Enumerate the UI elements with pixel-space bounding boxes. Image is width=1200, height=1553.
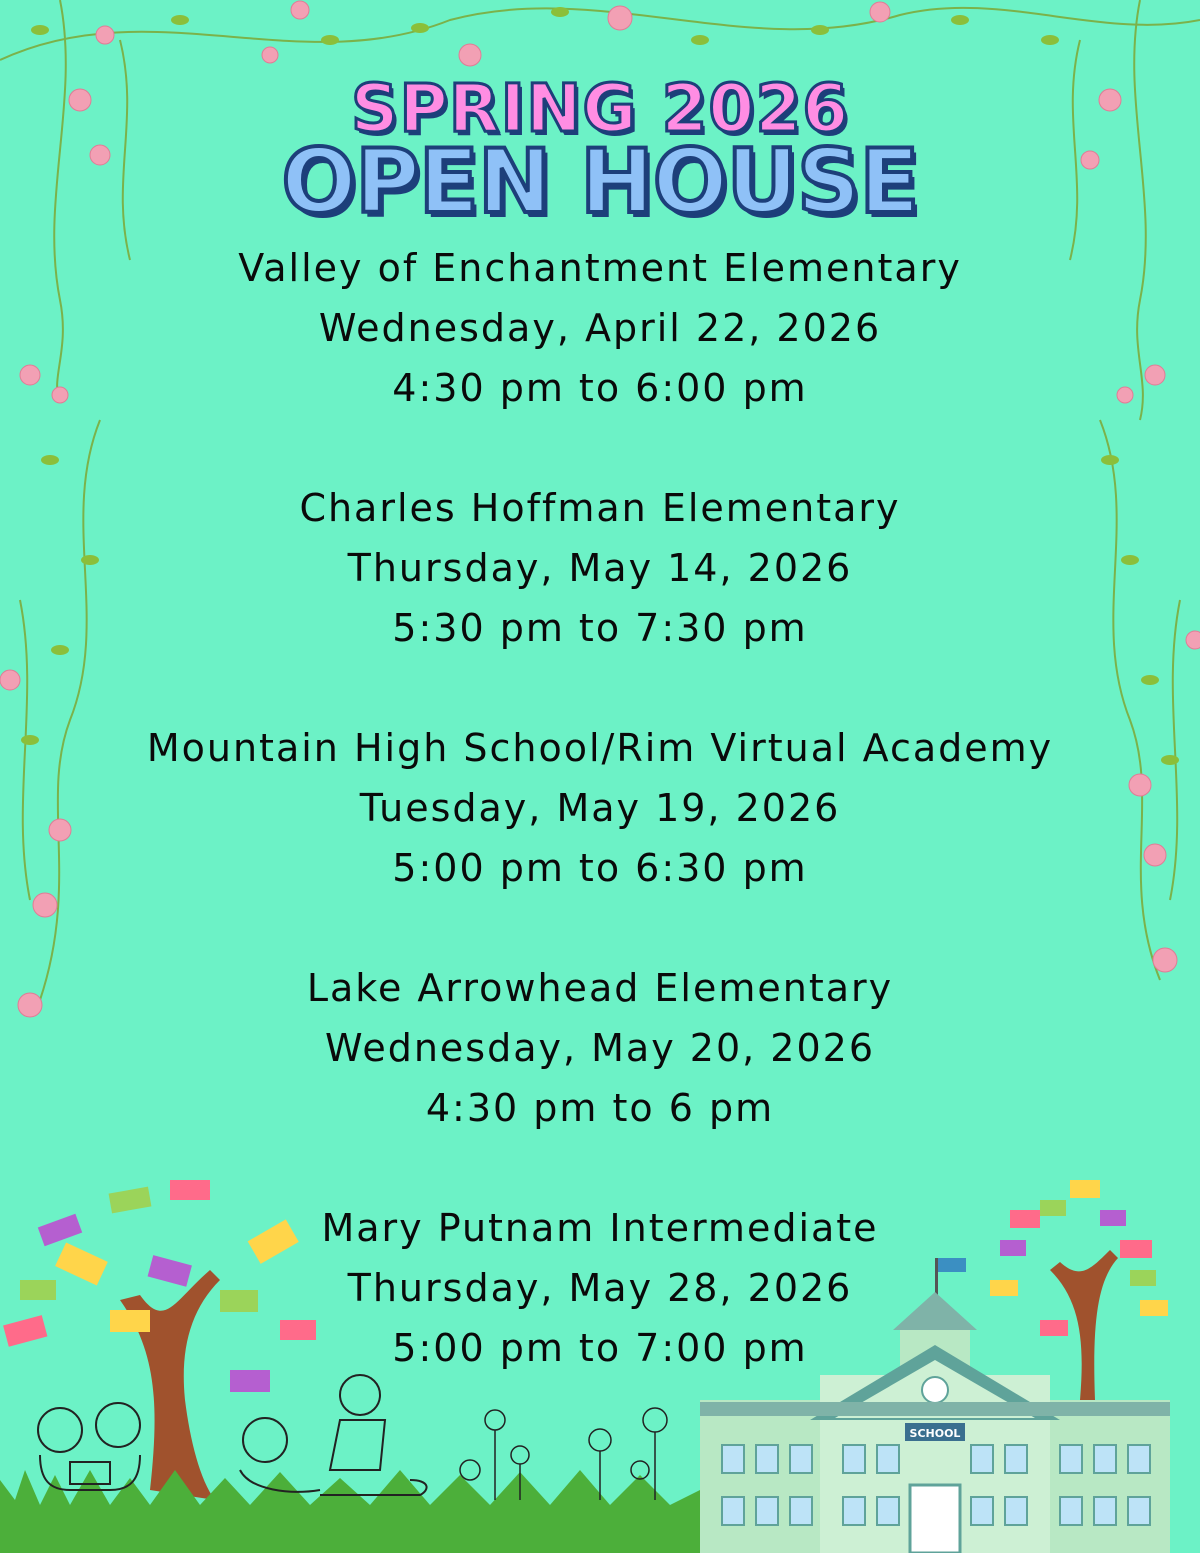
school-sign-text: SCHOOL (909, 1427, 961, 1440)
grass (0, 1470, 700, 1553)
event-date: Thursday, May 14, 2026 (347, 546, 853, 590)
event-item (0, 958, 1200, 1138)
title-line-2: OPEN HOUSE (281, 130, 919, 233)
event-time: 4:30 pm to 6 pm (425, 1086, 775, 1130)
event-school: Mountain High School/Rim Virtual Academy (146, 726, 1054, 770)
event-date: Tuesday, May 19, 2026 (359, 786, 841, 830)
event-date: Wednesday, May 20, 2026 (324, 1026, 876, 1070)
event-time: 5:00 pm to 6:30 pm (392, 846, 808, 890)
event-time: 5:30 pm to 7:30 pm (392, 606, 808, 650)
event-time: 4:30 pm to 6:00 pm (392, 366, 808, 410)
event-item (0, 1198, 1200, 1378)
event-date: Thursday, May 28, 2026 (347, 1266, 853, 1310)
title-line-1: SPRING 2026 (350, 70, 850, 147)
event-time: 5:00 pm to 7:00 pm (392, 1326, 808, 1370)
event-list (0, 238, 1200, 1438)
event-school: Lake Arrowhead Elementary (306, 966, 894, 1010)
event-date: Wednesday, April 22, 2026 (318, 306, 882, 350)
event-school: Charles Hoffman Elementary (299, 486, 901, 530)
event-school: Valley of Enchantment Elementary (238, 246, 962, 290)
event-school: Mary Putnam Intermediate (321, 1206, 879, 1250)
event-item (0, 238, 1200, 418)
event-item (0, 718, 1200, 898)
event-item (0, 478, 1200, 658)
